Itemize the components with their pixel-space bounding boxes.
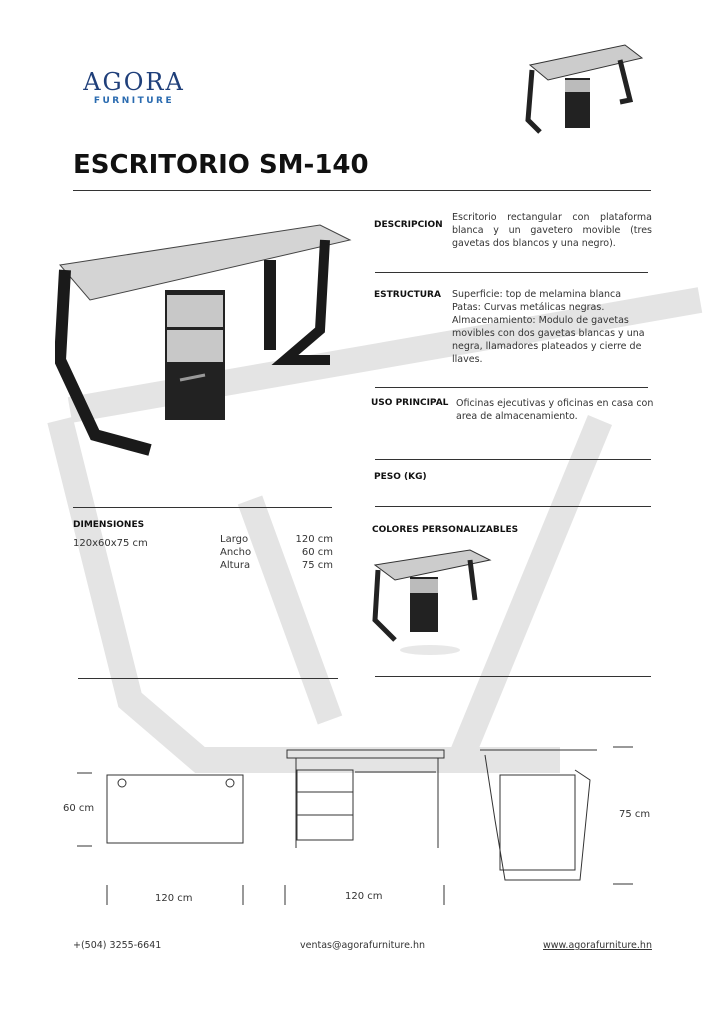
divider	[78, 678, 338, 679]
desk-thumbnail	[520, 40, 645, 140]
brand-sub: FURNITURE	[93, 96, 175, 106]
dim-name: Altura	[220, 560, 251, 571]
divider	[375, 272, 648, 273]
spec-label-descripcion: DESCRIPCION	[374, 220, 443, 230]
spec-text-uso: Oficinas ejecutivas y oficinas en casa con area de almacenamiento.	[456, 398, 654, 422]
spec-text-estructura: Superficie: top de melamina blanca Patas: Curvas metálicas negras. Almacenamiento: Modulo de gavetas movibles con dos gavetas blancas y una negra, llamadores plateados y cierre de llaves.	[452, 289, 645, 365]
brand-logo	[80, 68, 188, 106]
desk-main-image	[55, 210, 355, 470]
drawing-side-height: 75 cm	[619, 809, 651, 820]
divider	[73, 507, 332, 508]
drawing-top-width: 120 cm	[155, 893, 193, 904]
dim-value: 75 cm	[301, 560, 333, 571]
spec-label-estructura: ESTRUCTURA	[374, 290, 441, 300]
color-option-desk	[370, 545, 495, 660]
divider	[375, 459, 651, 460]
page-title: ESCRITORIO SM-140	[73, 150, 369, 180]
divider	[375, 676, 651, 677]
divider	[375, 387, 648, 388]
footer-email[interactable]: ventas@agorafurniture.hn	[300, 940, 425, 951]
dimensions-table	[220, 533, 333, 572]
spec-label-peso: PESO (KG)	[374, 472, 427, 482]
dimensions-label: DIMENSIONES	[73, 520, 145, 530]
drawing-front-width: 120 cm	[345, 891, 383, 902]
spec-label-uso: USO PRINCIPAL	[371, 398, 449, 408]
dim-value: 60 cm	[301, 547, 333, 558]
spec-label-colores: COLORES PERSONALIZABLES	[372, 525, 519, 535]
drawing-top-depth: 60 cm	[63, 803, 95, 814]
dim-name: Largo	[220, 534, 249, 545]
dim-name: Ancho	[220, 547, 252, 558]
dim-value: 120 cm	[295, 534, 333, 545]
technical-drawings	[0, 740, 724, 910]
footer-phone: +(504) 3255-6641	[73, 940, 162, 951]
title-divider	[73, 190, 651, 191]
dimensions-summary: 120x60x75 cm	[73, 538, 148, 549]
divider	[375, 506, 651, 507]
footer-website-link[interactable]: www.agorafurniture.hn	[543, 940, 652, 951]
spec-text-descripcion: Escritorio rectangular con plataforma blanca y un gavetero movible (tres gavetas dos blancos y una negro).	[452, 212, 652, 249]
brand-name: AGORA	[83, 68, 185, 96]
